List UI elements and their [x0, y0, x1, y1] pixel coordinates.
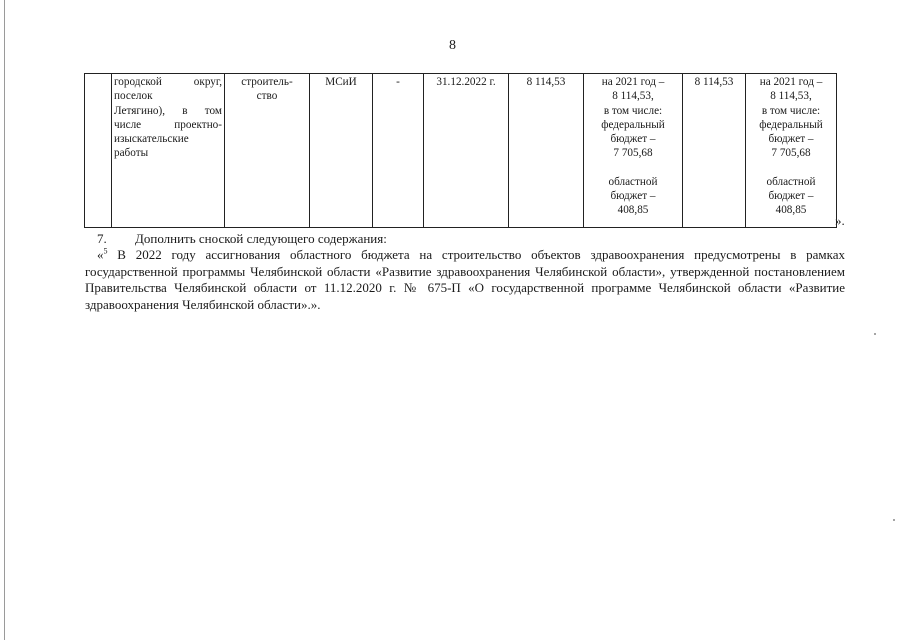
scan-speck	[893, 519, 895, 521]
table-cell-object-name	[112, 74, 225, 228]
item-7-text: Дополнить сноской следующего содержания:	[135, 231, 387, 246]
table-cell-total-cost: 8 114,53	[509, 74, 584, 228]
item-7-paragraph	[85, 231, 845, 248]
object-name-word: городской	[114, 76, 162, 88]
funding-line: в том числе:	[603, 104, 663, 117]
funding-line: в том числе:	[761, 104, 821, 117]
object-name-word: том	[204, 104, 222, 117]
funding-line: областной	[766, 175, 816, 188]
footnote-open-quote: «	[97, 247, 104, 262]
object-name-line: работы	[114, 147, 149, 160]
footnote-text: В 2022 году ассигнования областного бюджета на строительство объектов здравоохранения предусмотрены в рамках государственной программы Челябинской области «Развитие здравоохранения Челябинской области», утвержденной постановлением Правительства Челябинской области от 11.12.2020 г. № 675-П «О государственной программе Челябинской области «Развитие здравоохранения Челябинской области».».	[85, 247, 845, 312]
funding-line: на 2021 год –	[759, 76, 823, 88]
table-cell-funding	[584, 74, 683, 228]
object-name-line: изыскательские	[114, 133, 189, 146]
funding-line: бюджет –	[610, 133, 656, 146]
funding-line: бюджет –	[610, 190, 656, 203]
scan-edge-line	[4, 0, 5, 640]
object-name-word: проектно-	[174, 118, 222, 131]
funding-line: 408,85	[617, 204, 649, 217]
object-name-line: поселок	[114, 90, 153, 103]
table-cell-responsible: МСиИ	[310, 74, 373, 228]
table-cell-deadline: 31.12.2022 г.	[424, 74, 509, 228]
work-type-line: ство	[256, 90, 278, 103]
table-row	[85, 74, 837, 228]
funding-line: 8 114,53,	[770, 90, 812, 103]
funding-line: на 2021 год –	[601, 76, 665, 88]
table-closing-quote: ».	[835, 213, 845, 228]
funding-line: федеральный	[759, 118, 823, 131]
footnote-paragraph	[85, 247, 845, 313]
object-name-word: числе	[114, 118, 142, 131]
table-cell-dash: -	[373, 74, 424, 228]
object-name-word: округ,	[193, 76, 222, 88]
funding-line: бюджет –	[768, 190, 814, 203]
item-7-number: 7.	[97, 231, 107, 246]
funding-line: федеральный	[601, 118, 665, 131]
table-cell-total-cost-repeat: 8 114,53	[683, 74, 746, 228]
object-name-word: Летягино),	[114, 104, 166, 117]
budget-table	[84, 73, 837, 228]
funding-line: 408,85	[775, 204, 807, 217]
scan-speck	[874, 333, 876, 335]
funding-line: бюджет –	[768, 133, 814, 146]
funding-line: 8 114,53,	[612, 90, 654, 103]
footnote-mark: 5	[103, 246, 108, 256]
page-number: 8	[449, 38, 456, 53]
funding-line: 7 705,68	[771, 147, 811, 160]
funding-line: областной	[608, 175, 658, 188]
table-cell-work-type	[225, 74, 310, 228]
work-type-line: строитель-	[241, 76, 293, 88]
table-cell-funding-repeat	[746, 74, 837, 228]
object-name-word: в	[182, 104, 188, 117]
funding-line: 7 705,68	[613, 147, 653, 160]
table-cell-index	[85, 74, 112, 228]
